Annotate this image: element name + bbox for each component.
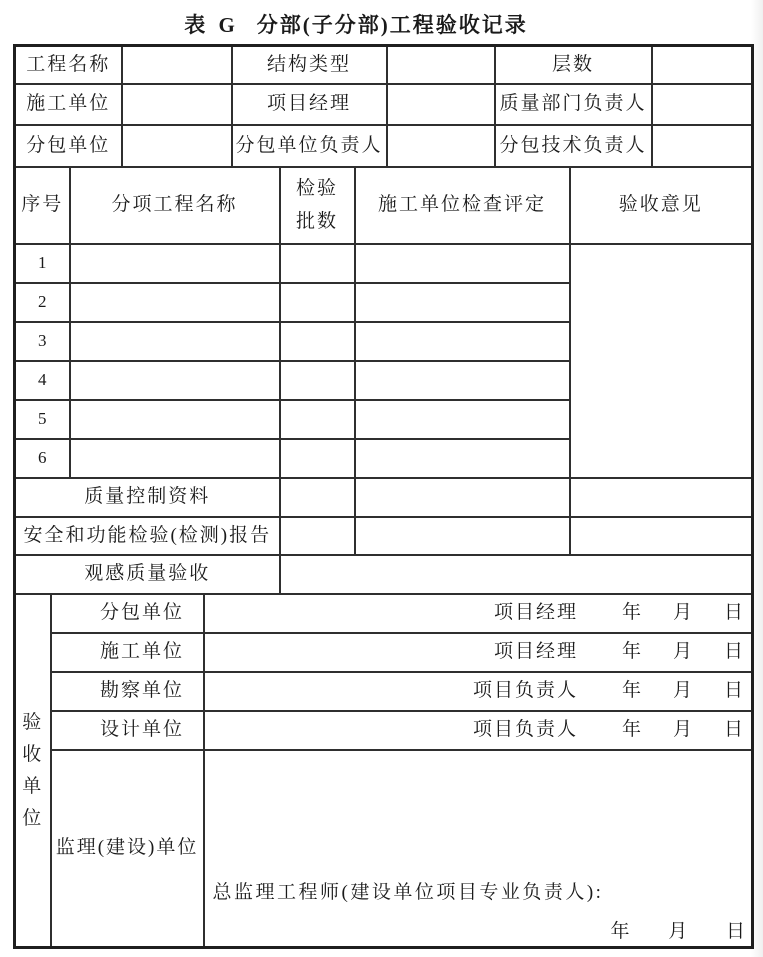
contractor-label: 施工单位	[15, 84, 122, 125]
page-title	[0, 9, 712, 39]
sign-cell-design[interactable]	[204, 711, 753, 750]
safety-function-opinion-cell[interactable]	[570, 517, 753, 555]
item-name-cell[interactable]	[70, 439, 280, 478]
item-batches-cell[interactable]	[280, 322, 355, 361]
side-char: 位	[22, 807, 44, 829]
unit-label-contractor: 施工单位	[51, 633, 204, 672]
year-label: 年	[610, 921, 632, 943]
supervisor-date-line	[611, 920, 748, 944]
acceptance-row-design	[15, 711, 753, 750]
chief-supervisor-signer-line: 总监理工程师(建设单位项目专业负责人):	[212, 882, 604, 904]
item-row-1	[15, 244, 753, 283]
acceptance-record-table	[13, 44, 751, 949]
unit-label-subcontractor: 分包单位	[51, 594, 204, 633]
item-name-cell[interactable]	[70, 244, 280, 283]
item-check-cell[interactable]	[355, 439, 570, 478]
storeys-value[interactable]	[652, 46, 753, 84]
contractor-value[interactable]	[122, 84, 232, 125]
project-manager-label: 项目经理	[232, 84, 387, 125]
item-batches-cell[interactable]	[280, 439, 355, 478]
unit-label-survey: 勘察单位	[51, 672, 204, 711]
item-name-cell[interactable]	[70, 400, 280, 439]
subcontractor-head-value[interactable]	[387, 125, 495, 167]
subcontractor-tech-head-label: 分包技术负责人	[495, 125, 652, 167]
project-manager-value[interactable]	[387, 84, 495, 125]
year-label: 年	[622, 719, 644, 741]
item-name-cell[interactable]	[70, 361, 280, 400]
sign-cell-survey[interactable]	[204, 672, 753, 711]
item-seq: 1	[15, 244, 70, 283]
item-batches-cell[interactable]	[280, 400, 355, 439]
item-name-cell[interactable]	[70, 322, 280, 361]
item-batches-cell[interactable]	[280, 244, 355, 283]
quality-control-check-cell[interactable]	[355, 478, 570, 517]
subcontractor-value[interactable]	[122, 125, 232, 167]
visual-quality-value-cell[interactable]	[280, 555, 753, 594]
item-check-cell[interactable]	[355, 244, 570, 283]
side-char: 验	[22, 711, 44, 733]
signer-title: 项目经理	[493, 641, 578, 663]
info-row-contractor	[15, 84, 753, 125]
acceptance-opinion-cell[interactable]	[570, 244, 753, 478]
info-row-subcontractor	[15, 125, 753, 167]
subcontractor-tech-head-value[interactable]	[652, 125, 753, 167]
acceptance-row-contractor	[15, 633, 753, 672]
item-seq: 2	[15, 283, 70, 322]
day-label: 日	[726, 921, 748, 943]
col-header-seq: 序号	[15, 167, 70, 244]
acceptance-row-survey	[15, 672, 753, 711]
day-label: 日	[724, 641, 746, 663]
col-header-batches	[280, 167, 355, 244]
quality-dept-head-value[interactable]	[652, 84, 753, 125]
month-label: 月	[673, 641, 695, 663]
item-seq: 3	[15, 322, 70, 361]
unit-label-design: 设计单位	[51, 711, 204, 750]
quality-control-batches-cell[interactable]	[280, 478, 355, 517]
unit-label-supervisor: 监理(建设)单位	[51, 750, 204, 948]
side-char: 收	[22, 743, 44, 765]
safety-function-batches-cell[interactable]	[280, 517, 355, 555]
acceptance-row-subcontractor	[15, 594, 753, 633]
col-header-contractor-check: 施工单位检查评定	[355, 167, 570, 244]
table-title-text: 分部(子分部)工程验收记录	[256, 13, 528, 37]
quality-control-opinion-cell[interactable]	[570, 478, 753, 517]
project-name-value[interactable]	[122, 46, 232, 84]
subcontractor-label: 分包单位	[15, 125, 122, 167]
item-name-cell[interactable]	[70, 283, 280, 322]
year-label: 年	[622, 680, 644, 702]
item-seq: 5	[15, 400, 70, 439]
safety-function-report-row	[15, 517, 753, 555]
month-label: 月	[673, 719, 695, 741]
item-check-cell[interactable]	[355, 322, 570, 361]
safety-function-report-label: 安全和功能检验(检测)报告	[15, 517, 280, 555]
year-label: 年	[622, 641, 644, 663]
item-seq: 6	[15, 439, 70, 478]
acceptance-row-supervisor	[15, 750, 753, 948]
storeys-label: 层数	[495, 46, 652, 84]
info-row-project	[15, 46, 753, 84]
quality-control-docs-label: 质量控制资料	[15, 478, 280, 517]
day-label: 日	[724, 719, 746, 741]
day-label: 日	[724, 602, 746, 624]
batches-line1: 检验	[296, 177, 339, 199]
signer-title: 项目负责人	[472, 719, 578, 741]
visual-quality-label: 观感质量验收	[15, 555, 280, 594]
col-header-item-name: 分项工程名称	[70, 167, 280, 244]
side-char: 单	[22, 775, 44, 797]
item-check-cell[interactable]	[355, 400, 570, 439]
structure-type-value[interactable]	[387, 46, 495, 84]
item-batches-cell[interactable]	[280, 283, 355, 322]
col-header-acceptance-opinion: 验收意见	[570, 167, 753, 244]
signer-title: 项目负责人	[472, 680, 578, 702]
day-label: 日	[724, 680, 746, 702]
sign-cell-subcontractor[interactable]	[204, 594, 753, 633]
item-seq: 4	[15, 361, 70, 400]
month-label: 月	[673, 680, 695, 702]
structure-type-label: 结构类型	[232, 46, 387, 84]
sign-cell-supervisor[interactable]	[204, 750, 753, 948]
subcontractor-head-label: 分包单位负责人	[232, 125, 387, 167]
visual-quality-row	[15, 555, 753, 594]
project-name-label: 工程名称	[15, 46, 122, 84]
safety-function-check-cell[interactable]	[355, 517, 570, 555]
quality-dept-head-label: 质量部门负责人	[495, 84, 652, 125]
year-label: 年	[622, 602, 644, 624]
grid-header-row	[15, 167, 753, 244]
quality-control-docs-row	[15, 478, 753, 517]
batches-line2: 批数	[296, 211, 339, 232]
month-label: 月	[668, 921, 690, 943]
item-check-cell[interactable]	[355, 361, 570, 400]
month-label: 月	[673, 602, 695, 624]
item-batches-cell[interactable]	[280, 361, 355, 400]
sign-cell-contractor[interactable]	[204, 633, 753, 672]
table-number: 表 G	[184, 13, 239, 37]
acceptance-units-side-label	[15, 594, 51, 948]
item-check-cell[interactable]	[355, 283, 570, 322]
signer-title: 项目经理	[493, 602, 578, 624]
